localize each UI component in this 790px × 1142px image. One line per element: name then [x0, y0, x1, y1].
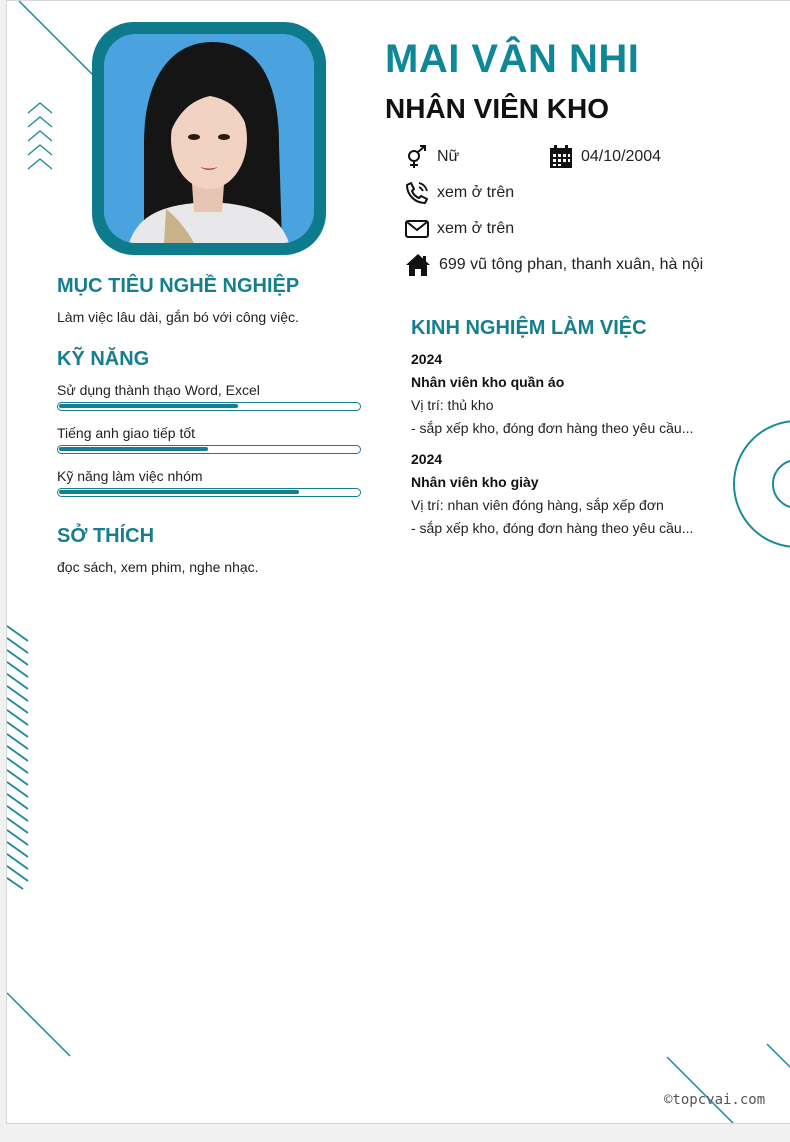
watermark: ©topcvai.com	[664, 1092, 766, 1108]
skills-heading: KỸ NĂNG	[57, 348, 150, 370]
skill-label: Tiếng anh giao tiếp tốt	[57, 425, 196, 441]
gender-row	[405, 145, 459, 169]
email-value: xem ở trên	[437, 220, 515, 237]
experience-description: - sắp xếp kho, đóng đơn hàng theo yêu cầu...	[411, 520, 694, 536]
skill-bar	[57, 488, 361, 497]
gender-icon	[405, 145, 429, 169]
birthdate-row	[549, 145, 661, 169]
experience-year: 2024	[411, 451, 443, 467]
objective-text: Làm việc lâu dài, gắn bó với công việc.	[57, 309, 299, 325]
experience-company: Nhân viên kho giày	[411, 474, 539, 490]
avatar	[104, 34, 314, 243]
phone-value: xem ở trên	[437, 184, 515, 201]
experience-year: 2024	[411, 351, 443, 367]
job-title: NHÂN VIÊN KHO	[385, 93, 610, 124]
objective-heading: MỤC TIÊU NGHỀ NGHIỆP	[57, 275, 300, 297]
mail-icon	[405, 217, 429, 241]
address-row	[405, 253, 703, 277]
skill-bar-fill	[59, 447, 208, 451]
birthdate-value: 04/10/2004	[581, 148, 662, 165]
phone-row	[405, 181, 514, 205]
skill-bar-fill	[59, 404, 238, 408]
experience-company: Nhân viên kho quần áo	[411, 374, 565, 390]
skill-bar	[57, 445, 361, 454]
experience-position: Vị trí: thủ kho	[411, 397, 494, 413]
skill-label: Kỹ năng làm việc nhóm	[57, 468, 203, 484]
experience-heading: KINH NGHIỆM LÀM VIỆC	[411, 317, 647, 339]
experience-position: Vị trí: nhan viên đóng hàng, sắp xếp đơn	[411, 497, 664, 513]
skill-bar	[57, 402, 361, 411]
hobbies-text: đọc sách, xem phim, nghe nhạc.	[57, 559, 259, 575]
skill-label: Sử dụng thành thạo Word, Excel	[57, 382, 260, 398]
calendar-icon	[549, 145, 573, 169]
portrait-photo	[104, 34, 314, 243]
address-value: 699 vũ tông phan, thanh xuân, hà nội	[439, 256, 704, 273]
experience-description: - sắp xếp kho, đóng đơn hàng theo yêu cầu...	[411, 420, 694, 436]
email-row	[405, 217, 514, 241]
resume-page	[6, 0, 790, 1124]
gender-value: Nữ	[437, 148, 460, 165]
skill-bar-fill	[59, 490, 299, 494]
candidate-name: MAI VÂN NHI	[385, 37, 640, 81]
phone-icon	[405, 181, 429, 205]
avatar-frame	[92, 22, 326, 255]
hobbies-heading: SỞ THÍCH	[57, 525, 155, 547]
home-icon	[405, 253, 431, 277]
